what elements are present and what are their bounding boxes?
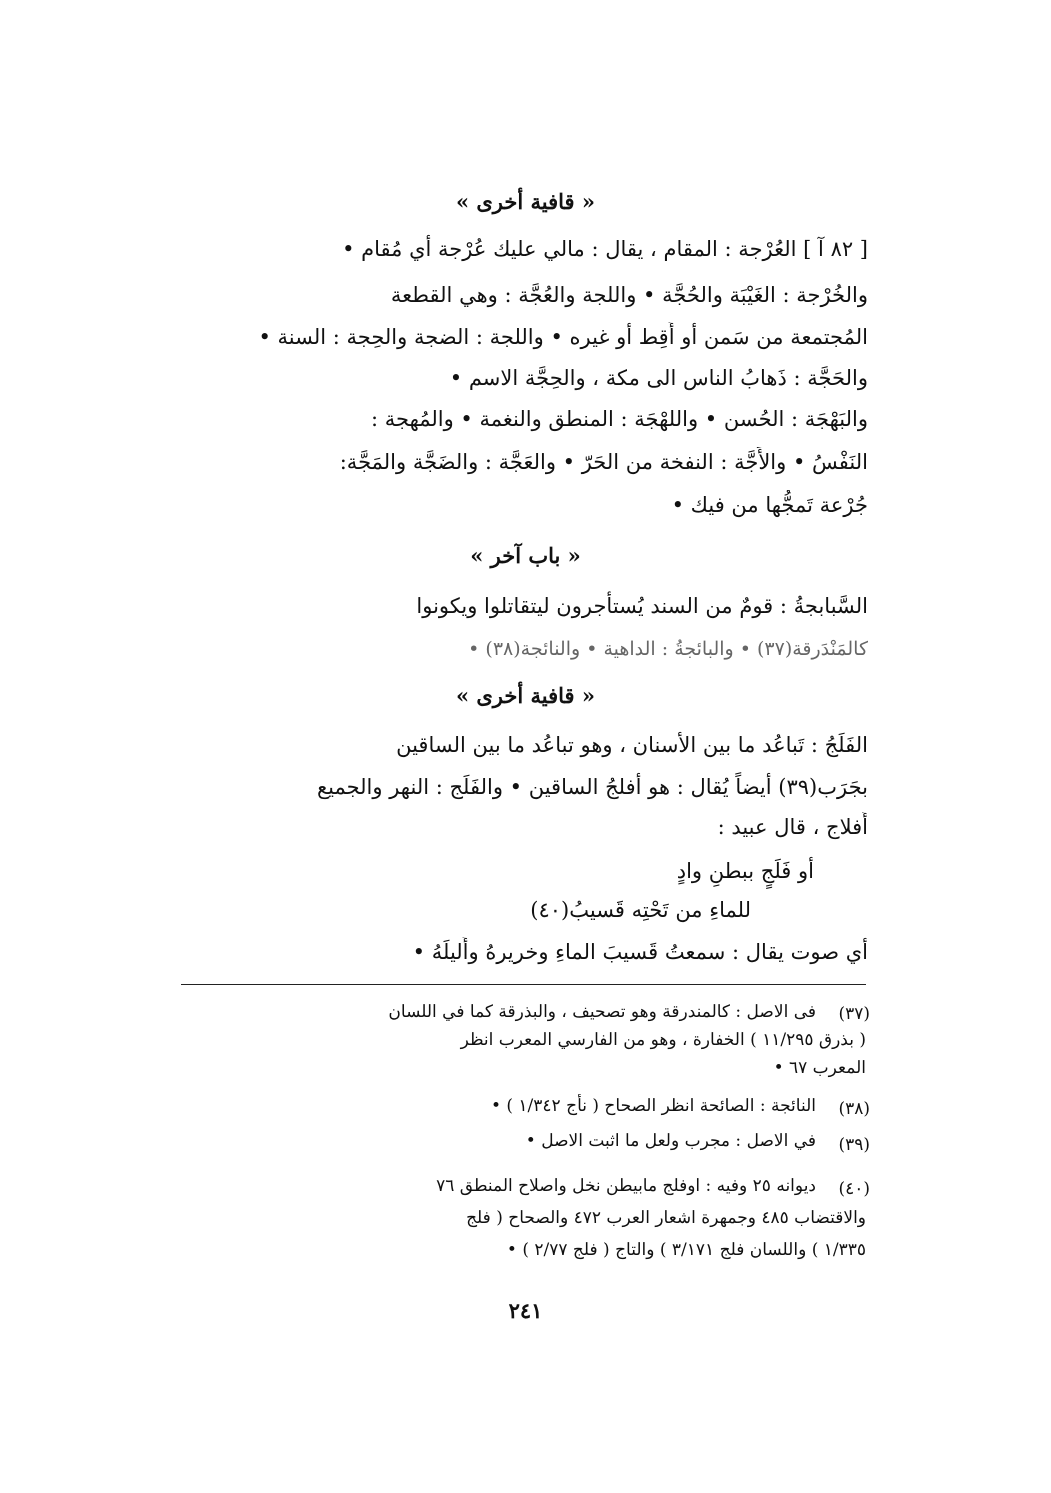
footnote-number: (٤٠) <box>838 1179 870 1199</box>
footnote-line: ١/٣٣٥ ) واللسان فلج ٣/١٧١ ) والتاج ( فلج ٢/٧٧ ) • <box>506 1240 866 1260</box>
footnote-line: ديوانه ٢٥ وفيه : اوفلج مابيطن نخل واصلاح المنطق ٧٦ <box>436 1176 816 1196</box>
body-line: والحَجَّة : ذَهابُ الناس الى مكة ، والحِجَّة الاسم • <box>449 366 868 390</box>
body-line: أي صوت يقال : سمعتُ قَسيبَ الماءِ وخريرهُ وأَليلَهُ • <box>412 940 868 964</box>
footnote-line: ( بذرق ١١/٢٩٥ ) الخفارة ، وهو من الفارسي المعرب انظر <box>460 1030 866 1050</box>
footnote-number: (٣٩) <box>838 1135 870 1155</box>
page-number: ٢٤١ <box>508 1298 543 1323</box>
body-line: بجَرَب(٣٩) أيضاً يُقال : هو أفلجُ الساقين • والفَلَج : النهر والجميع <box>316 775 868 799</box>
footnote-number: (٣٨) <box>838 1099 870 1119</box>
verse-line-1: أو فَلَجٍ ببطنِ وادٍ <box>676 859 814 883</box>
body-line: المُجتمعة من سَمن أو أَقِط أو غيره • واللجة : الضجة والحِجة : السنة • <box>258 325 868 349</box>
body-line: السَّبابجةُ : قومٌ من السند يُستأجرون ليتقاتلوا ويكونوا <box>416 594 868 618</box>
footnote-line: والاقتضاب ٤٨٥ وجمهرة اشعار العرب ٤٧٢ والصحاح ( فلج <box>466 1208 866 1228</box>
body-line: كالمَنْدَرقة(٣٧) • والبائجةُ : الداهية • والنائجة(٣٨) • <box>468 638 868 660</box>
footnote-line: فى الاصل : كالمندرقة وهو تصحيف ، والبذرقة كما في اللسان <box>388 1002 816 1022</box>
section-heading-2: « باب آخر » <box>470 543 581 568</box>
section-heading-1: « قافية أخرى » <box>455 189 596 214</box>
footnote-line: النائجة : الصائحة انظر الصحاح ( نأج ١/٣٤٢ ) • <box>490 1096 816 1116</box>
section-heading-3: « قافية أخرى » <box>455 683 596 708</box>
body-line: أَفلاج ، قال عبيد : <box>717 815 868 839</box>
footnote-line: المعرب ٦٧ • <box>773 1058 866 1078</box>
body-line: النَفْسُ • والأَجَّة : النفخة من الحَرّ • والعَجَّة : والضَجَّة والمَجَّة: <box>339 450 868 474</box>
footnote-number: (٣٧) <box>838 1004 870 1024</box>
verse-line-2: للماءِ من تَحْتِه قَسيبُ(٤٠) <box>530 898 751 922</box>
body-line: جُرْعة تَمجُّها من فيك • <box>671 493 868 517</box>
footnote-separator <box>181 984 866 985</box>
footnote-line: في الاصل : مجرب ولعل ما اثبت الاصل • <box>525 1131 816 1151</box>
body-line: [ ٨٢ آ ] العُرْجة : المقام ، يقال : مالي عليك عُرْجة أي مُقام • <box>342 237 868 261</box>
body-line: والبَهْجَة : الحُسن • واللهْجَة : المنطق والنغمة • والمُهجة : <box>371 407 868 431</box>
body-line: والخُرْجة : الغَيْبَة والحُجَّة • واللجة والعُجَّة : وهي القطعة <box>390 283 868 307</box>
body-line: الفَلَجُ : تَباعُد ما بين الأسنان ، وهو تباعُد ما بين الساقين <box>396 733 868 757</box>
